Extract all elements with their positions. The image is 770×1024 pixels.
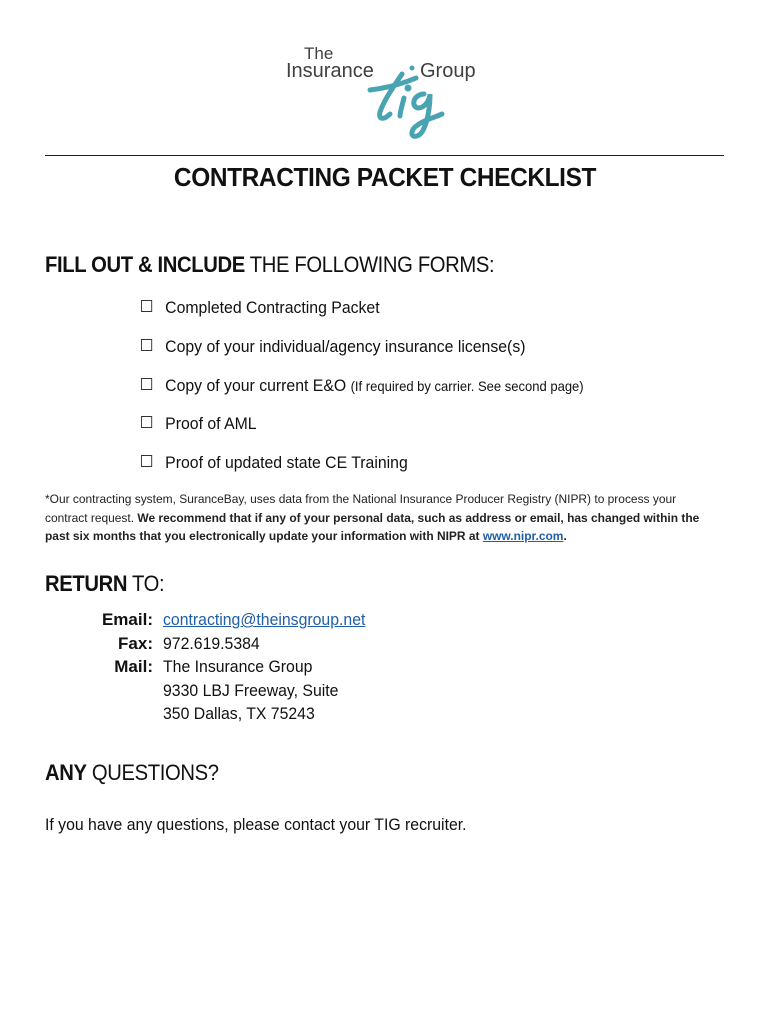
forms-heading-bold: FILL OUT & INCLUDE xyxy=(45,252,245,277)
email-row xyxy=(45,608,381,632)
return-heading-bold: RETURN xyxy=(45,571,128,596)
logo-text-group: Group xyxy=(420,60,476,82)
nipr-notice xyxy=(45,490,721,546)
mail-label: Mail: xyxy=(114,657,153,676)
mail-row-3 xyxy=(45,702,381,726)
questions-heading-rest: QUESTIONS? xyxy=(86,760,219,785)
checklist-item xyxy=(141,298,584,337)
checkbox-icon[interactable] xyxy=(141,416,152,428)
company-logo xyxy=(284,42,494,142)
mail-label-spacer xyxy=(45,679,163,703)
mail-address-line: 9330 LBJ Freeway, Suite xyxy=(163,680,339,700)
questions-text: If you have any questions, please contact your TIG recruiter. xyxy=(45,815,467,834)
mail-row xyxy=(45,655,381,679)
checklist-item-text: Completed Contracting Packet xyxy=(165,298,380,317)
fax-row xyxy=(45,632,381,656)
return-section-heading xyxy=(45,571,164,597)
header-divider xyxy=(45,155,724,156)
logo-text-the: The xyxy=(304,44,334,63)
logo-text-insurance: Insurance xyxy=(286,60,374,82)
checklist-item-note: (If required by carrier. See second page) xyxy=(350,377,584,394)
return-contact-block xyxy=(45,608,381,726)
return-heading-rest: TO: xyxy=(127,571,165,596)
mail-address-line: 350 Dallas, TX 75243 xyxy=(163,704,315,723)
forms-checklist xyxy=(141,298,617,492)
checklist-item xyxy=(141,453,584,492)
questions-heading-bold: ANY xyxy=(45,760,87,785)
email-label: Email: xyxy=(101,610,153,629)
checkbox-icon[interactable] xyxy=(141,378,152,390)
questions-section-heading xyxy=(45,760,219,786)
checklist-item-text: Proof of AML xyxy=(165,414,257,434)
mail-row-2 xyxy=(45,679,381,703)
mail-address-line: The Insurance Group xyxy=(163,657,313,676)
tig-script-mark xyxy=(284,42,494,142)
checklist-item-text: Copy of your current E&O xyxy=(165,375,351,395)
notice-bold-text: We recommend that if any of your personal data, such as address or email, has changed within the past six months that you electronically update your information with NIPR at xyxy=(45,510,700,543)
checkbox-icon[interactable] xyxy=(141,300,152,312)
notice-text: *Our contracting system, SuranceBay, uses data from the National Insurance Producer Registry (NIPR) to process your contract request. xyxy=(45,492,677,525)
checkbox-icon[interactable] xyxy=(141,455,152,467)
forms-section-heading xyxy=(45,252,494,278)
checklist-item xyxy=(141,414,584,453)
checklist-item xyxy=(141,337,584,376)
checklist-item-text: Proof of updated state CE Training xyxy=(165,453,408,473)
forms-heading-rest: THE FOLLOWING FORMS: xyxy=(244,252,495,277)
mail-label-spacer xyxy=(45,702,163,726)
notice-end: . xyxy=(563,529,567,543)
checklist-item-text: Copy of your individual/agency insurance license(s) xyxy=(165,336,526,356)
nipr-link[interactable]: www.nipr.com xyxy=(482,529,564,543)
email-link[interactable]: contracting@theinsgroup.net xyxy=(163,610,366,629)
page-title: CONTRACTING PACKET CHECKLIST xyxy=(173,162,597,192)
checklist-item xyxy=(141,376,584,415)
fax-number: 972.619.5384 xyxy=(163,633,260,653)
checkbox-icon[interactable] xyxy=(141,339,152,351)
fax-label: Fax: xyxy=(118,633,153,653)
